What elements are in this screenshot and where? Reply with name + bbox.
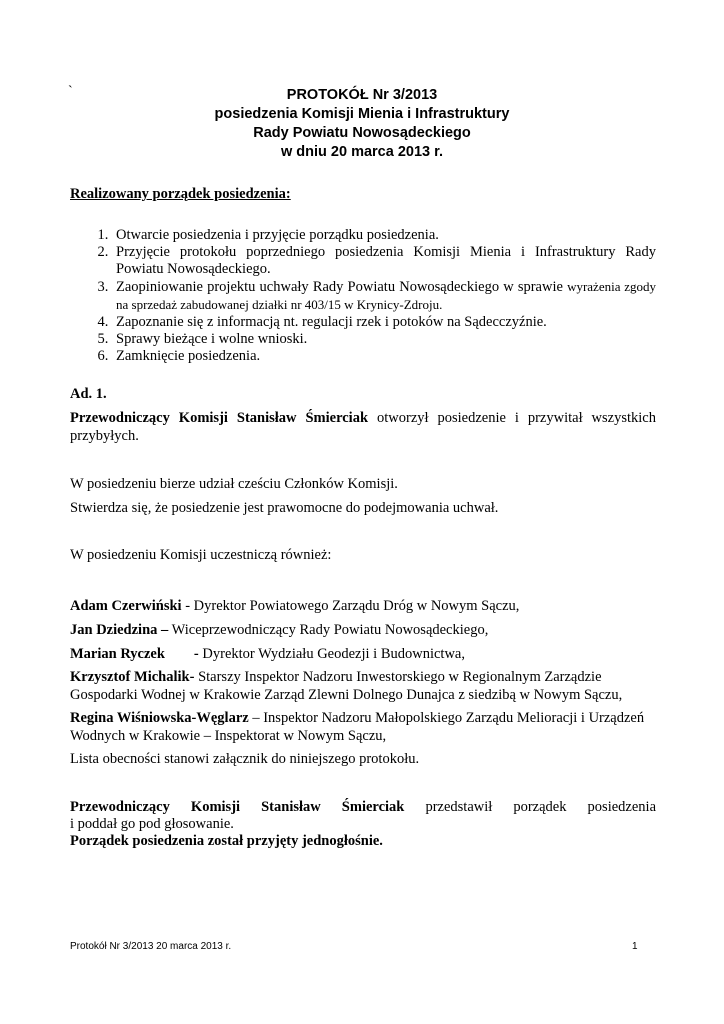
header-council: Rady Powiatu Nowosądeckiego [253,125,471,141]
page-number: 1 [632,941,638,952]
guest-entry [70,646,656,664]
guest-role: Wiceprzewodniczący Rady Powiatu Nowosądeckiego, [168,622,489,638]
guest-entry [70,622,656,640]
agenda-item: 2. Przyjęcie protokołu poprzedniego posiedzenia Komisji Mienia i Infrastruktury Rady Powiatu Nowosądeckiego. [112,244,656,278]
guest-name: Jan Dziedzina – [70,622,169,638]
stray-mark: ` [68,84,73,99]
guest-role: Dyrektor Wydziału Geodezji i Budownictwa, [198,646,465,662]
closing-line2: i poddał go pod głosowanie. [70,816,234,832]
participation-text: W posiedzeniu bierze udział cześciu Członków Komisji. [70,476,398,492]
closing-result: Porządek posiedzenia został przyjęty jednogłośnie. [70,833,383,849]
header-title: PROTOKÓŁ Nr 3/2013 [286,87,438,103]
guest-role: Starszy Inspektor Nadzoru Inwestorskiego w Regionalnym Zarządzie Gospodarki Wodnej w Krakowie Zarząd Zlewni Dolnego Dunajca z siedzibą w Nowym Sączu, [70,669,623,703]
guest-entry [70,710,656,745]
agenda-item: 4. Zapoznanie się z informacją nt. regulacji rzek i potoków na Sądecczyźnie. [112,314,656,331]
guest-name: Marian Ryczek - [70,646,199,662]
closing-text: przedstawił porządek posiedzenia [425,799,656,815]
chair-name: Przewodniczący Komisji Stanisław Śmierciak [70,410,369,426]
agenda-list [70,227,656,365]
chair-name: Przewodniczący Komisji Stanisław Śmierciak [70,799,405,815]
guest-name: Krzysztof Michalik- [70,669,195,685]
also-present-text: W posiedzeniu Komisji uczestniczą również: [70,547,332,563]
agenda-item: 6. Zamknięcie posiedzenia. [112,348,656,365]
header-subtitle: posiedzenia Komisji Mienia i Infrastruktury [214,106,510,122]
guest-name: Adam Czerwiński [70,598,182,614]
guest-entry [70,669,656,704]
attendance-note: Lista obecności stanowi załącznik do niniejszego protokołu. [70,751,420,767]
agenda-item [112,278,656,314]
agenda-item: 1. Otwarcie posiedzenia i przyjęcie porządku posiedzenia. [112,227,656,244]
agenda-item-text-small: wyrażenia zgody na sprzedaż zabudowanej działki nr 403/15 w Krynicy-Zdroju. [116,279,657,312]
ad1-heading: Ad. 1. [70,386,107,402]
footer-text: Protokół Nr 3/2013 20 marca 2013 r. [70,941,232,952]
guest-role: - Dyrektor Powiatowego Zarządu Dróg w Nowym Sączu, [181,598,520,614]
guest-entry [70,598,656,616]
agenda-heading: Realizowany porządek posiedzenia: [70,186,291,202]
agenda-item: 5. Sprawy bieżące i wolne wnioski. [112,331,656,348]
guest-role: – Inspektor Nadzoru Małopolskiego Zarządu Melioracji i Urządzeń Wodnych w Krakowie – Inspektorat w Nowym Sączu, [70,710,645,744]
quorum-text: Stwierdza się, że posiedzenie jest prawomocne do podejmowania uchwał. [70,500,499,516]
header-date: w dniu 20 marca 2013 r. [280,144,443,160]
guest-name: Regina Wiśniowska-Węglarz [70,710,249,726]
closing-line1 [70,799,656,817]
document-header [0,86,724,162]
agenda-item-text: Zaopiniowanie projektu uchwały Rady Powiatu Nowosądeckiego w sprawie [116,279,563,295]
ad1-opening [70,410,656,445]
opening-text: otworzył posiedzenie i przywitał wszystkich przybyłych. [70,410,656,444]
